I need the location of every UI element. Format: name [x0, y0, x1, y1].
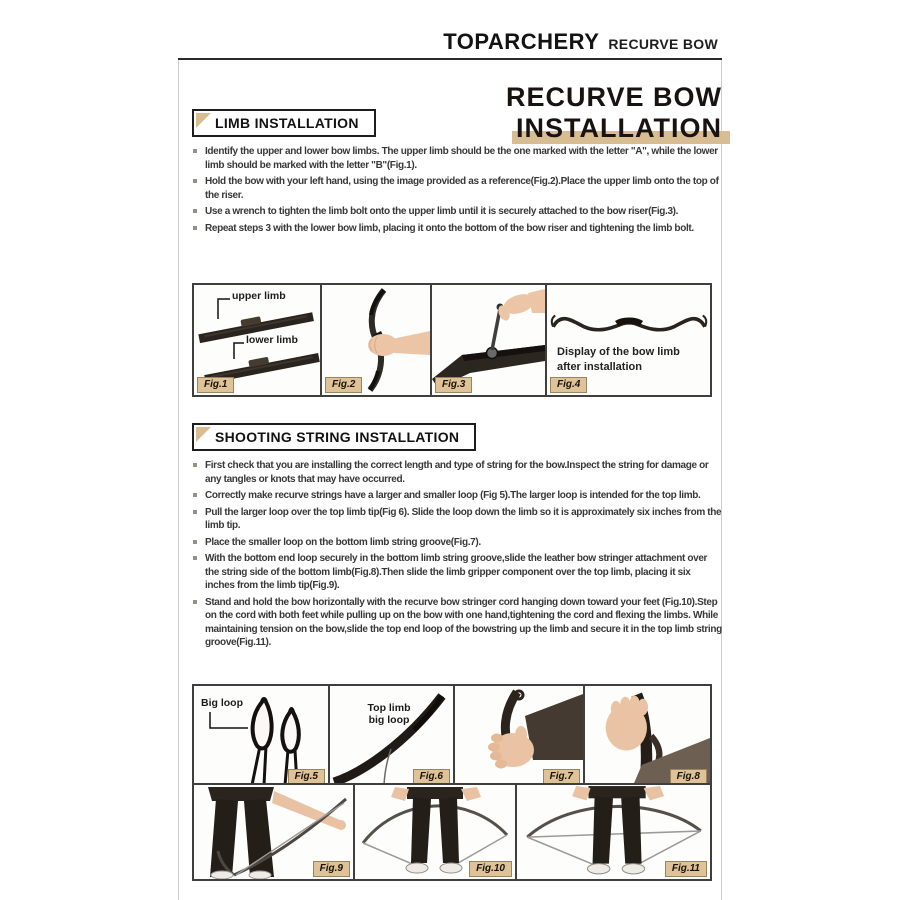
figure-fig1 [194, 285, 322, 395]
figure-label: Fig.5 [288, 769, 325, 785]
figure-label: Fig.10 [469, 861, 512, 877]
list-item [192, 459, 722, 486]
list-item [192, 145, 722, 172]
list-item [192, 596, 722, 650]
bullet-marker [193, 493, 197, 497]
figure-fig2 [322, 285, 432, 395]
product-name: RECURVE BOW [608, 36, 718, 52]
figure-fig10 [355, 785, 517, 879]
step-text: Identify the upper and lower bow limbs. The upper limb should be the one marked with the letter "A", while the lower limb should be marked with the letter "B"(Fig.1). [205, 146, 718, 171]
figure-row-1 [192, 283, 712, 397]
figure-fig9 [194, 785, 355, 879]
figure-label: Fig.9 [313, 861, 350, 877]
list-item [192, 552, 722, 593]
section-heading-shooting-string-installation [192, 423, 476, 451]
string-installation-steps [192, 459, 722, 653]
bullet-marker [193, 179, 197, 183]
folded-corner-icon [196, 113, 211, 128]
figure-fig8 [585, 686, 710, 787]
list-item [192, 489, 722, 503]
step-text: First check that you are installing the correct length and type of string for the bow.Inspect the string for damage or any tangles or knots that may have occurred. [205, 460, 709, 485]
step-text: Place the smaller loop on the bottom limb string groove(Fig.7). [205, 536, 481, 548]
step-text: Correctly make recurve strings have a larger and smaller loop (Fig 5).The larger loop is intended for the top limb. [205, 490, 701, 501]
step-text: Use a wrench to tighten the limb bolt onto the upper limb until it is securely attached to the bow riser(Fig.3). [205, 206, 679, 217]
annotation-upper-limb: upper limb [232, 290, 286, 302]
figure-label: Fig.1 [197, 377, 234, 393]
figure-label: Fig.7 [543, 769, 580, 785]
figure-fig7 [455, 686, 585, 787]
list-item [192, 205, 722, 219]
annotation-top-limb-big-loop: Top limb big loop [367, 702, 411, 727]
figure-label: Fig.8 [670, 769, 707, 785]
brand-name: TOPARCHERY [443, 29, 600, 54]
bullet-marker [193, 463, 197, 467]
figure-fig4 [547, 285, 710, 395]
bullet-marker [193, 226, 197, 230]
page-border-left [178, 59, 179, 900]
annotation-big-loop: Big loop [201, 697, 243, 709]
header-rule [178, 58, 722, 60]
figure-fig6 [330, 686, 455, 787]
bullet-marker [193, 600, 197, 604]
section-heading-label: LIMB INSTALLATION [215, 115, 359, 131]
step-text: Repeat steps 3 with the lower bow limb, placing it onto the bottom of the bow riser and tightening the limb bolt. [205, 222, 694, 234]
limb-installation-steps [192, 145, 722, 238]
annotation-lower-limb: lower limb [246, 334, 298, 346]
page-title [322, 82, 722, 144]
figure-label: Fig.2 [325, 377, 362, 393]
step-text: Stand and hold the bow horizontally with the recurve bow stringer cord hanging down toward your feet (Fig.10).Step on the cord with both feet while pulling up on the bow with one hand,tightening the cord and flexing the limbs. While maintaining tension on the bow,slide the top end loop of the bowstring up the limb and secure it in the top limb string groove(Fig.11). [205, 596, 722, 648]
step-text: Pull the larger loop over the top limb tip(Fig 6). Slide the loop down the limb so it is approximately six inches from the limb tip. [205, 506, 722, 531]
step-text: Hold the bow with your left hand, using the image provided as a reference(Fig.2).Place the upper limb onto the top of the riser. [205, 176, 719, 201]
section-heading-label: SHOOTING STRING INSTALLATION [215, 429, 460, 445]
figure-fig5 [194, 686, 330, 787]
list-item [192, 506, 722, 533]
bullet-marker [193, 510, 197, 514]
header [178, 29, 718, 55]
figure-label: Fig.4 [550, 377, 587, 393]
step-text: With the bottom end loop securely in the bottom limb string groove,slide the leather bow stringer attachment over the string side of the bottom limb(Fig.8).Then slide the limb gripper component over the top limb, placing it six inches from the limb tip(Fig.9). [205, 553, 708, 591]
figure-fig11 [517, 785, 710, 879]
figure-fig3 [432, 285, 547, 395]
page-title-line1: RECURVE BOW [505, 82, 722, 112]
folded-corner-icon [196, 427, 211, 442]
figure-row-3 [192, 783, 712, 881]
bullet-marker [193, 149, 197, 153]
section-heading-limb-installation [192, 109, 376, 137]
bullet-marker [193, 540, 197, 544]
page-title-line2: INSTALLATION [512, 113, 730, 145]
figure-label: Fig.3 [435, 377, 472, 393]
list-item [192, 222, 722, 236]
figure-caption: Display of the bow limb after installation [557, 346, 680, 373]
bullet-marker [193, 556, 197, 560]
figure-row-2 [192, 684, 712, 789]
figure-label: Fig.11 [665, 861, 707, 877]
bullet-marker [193, 209, 197, 213]
figure-label: Fig.6 [413, 769, 450, 785]
list-item [192, 175, 722, 202]
list-item [192, 536, 722, 550]
